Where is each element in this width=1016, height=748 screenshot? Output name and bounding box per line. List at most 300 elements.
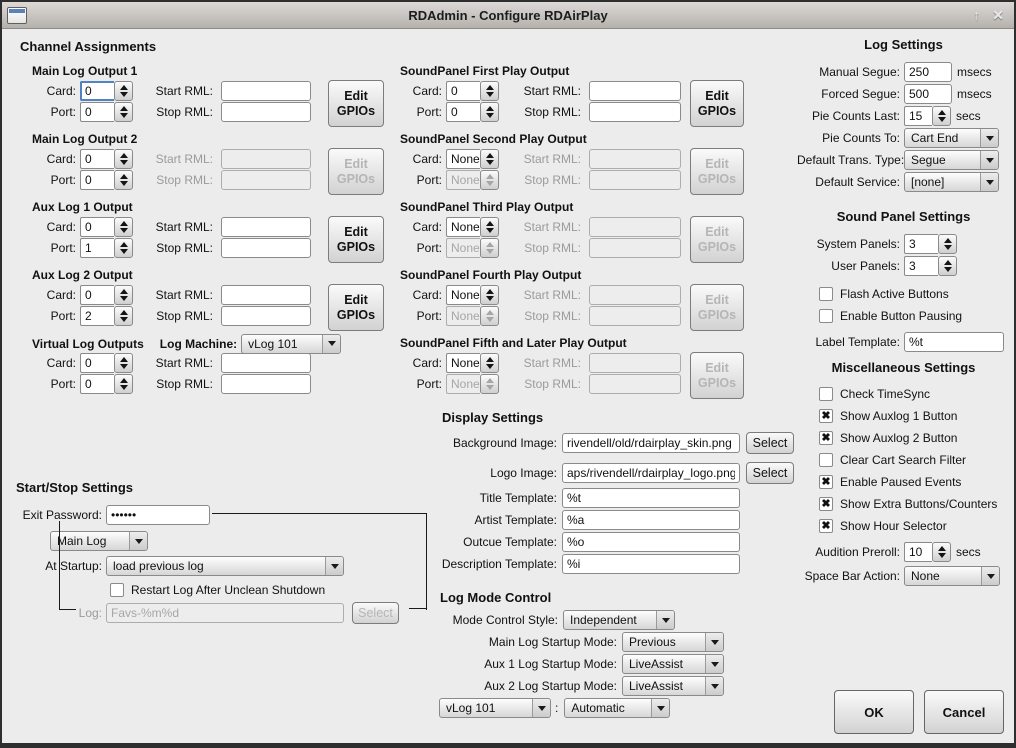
mode-control-style-dropdown[interactable] [563, 610, 675, 630]
spin-down-icon[interactable] [938, 553, 946, 558]
card-label: Card: [46, 287, 76, 302]
start-rml-input[interactable] [221, 285, 311, 305]
group-title: SoundPanel Second Play Output [400, 132, 587, 146]
artist-template-label: Artist Template: [474, 513, 557, 527]
card-spinbox[interactable] [80, 217, 133, 237]
restart-log-checkbox[interactable] [110, 583, 124, 597]
spin-up-icon[interactable] [944, 238, 952, 243]
stop-rml-input[interactable] [221, 306, 311, 326]
spin-up-icon[interactable] [120, 242, 128, 247]
pie-counts-last-label: Pie Counts Last: [811, 109, 900, 123]
spin-up-icon[interactable] [938, 546, 946, 551]
spin-down-icon[interactable] [938, 117, 946, 122]
start-rml-label: Start RML: [523, 83, 581, 98]
title-template-input[interactable] [562, 488, 740, 508]
spin-value: 0 [80, 217, 114, 237]
default-service-label: Default Service: [815, 175, 900, 189]
miscellaneous-settings-heading: Miscellaneous Settings [831, 360, 976, 375]
edit-gpios-button: Edit GPIOs [690, 216, 744, 263]
spin-down-icon [486, 249, 494, 254]
spin-buttons[interactable] [114, 285, 133, 305]
virtual-log-outputs-group [12, 335, 384, 394]
start-rml-label: Start RML: [523, 151, 581, 166]
spin-up-icon[interactable] [120, 378, 128, 383]
spin-buttons[interactable] [480, 102, 499, 122]
spin-down-icon[interactable] [486, 364, 494, 369]
main-log-output-1-group [12, 63, 384, 122]
spin-buttons [480, 238, 499, 258]
card-spinbox[interactable] [446, 353, 499, 373]
card-spinbox[interactable] [446, 149, 499, 169]
group-title: SoundPanel Fourth Play Output [400, 268, 582, 282]
spin-value: None [446, 306, 480, 326]
stop-rml-input[interactable] [589, 102, 681, 122]
chevron-down-icon [322, 335, 340, 353]
logo-image-select-button[interactable]: Select [746, 462, 794, 484]
port-label: Port: [416, 172, 442, 187]
main-log-output-2-group [12, 131, 384, 190]
spin-value: 3 [904, 234, 938, 254]
spin-up-icon[interactable] [486, 85, 494, 90]
pie-counts-to-dropdown[interactable] [904, 128, 999, 148]
start-rml-input[interactable] [221, 81, 311, 101]
port-spinbox[interactable] [80, 170, 133, 190]
channel-assignments-section [12, 39, 384, 403]
stop-rml-input [589, 238, 681, 258]
spin-up-icon[interactable] [120, 221, 128, 226]
dropdown-value: Cart End [911, 131, 959, 145]
spin-value: 1 [80, 238, 114, 258]
dropdown-value: None [911, 569, 940, 583]
stop-rml-label: Stop RML: [524, 308, 581, 323]
spin-down-icon[interactable] [944, 245, 952, 250]
spin-up-icon [486, 174, 494, 179]
card-spinbox[interactable] [80, 353, 133, 373]
spin-down-icon[interactable] [120, 249, 128, 254]
spin-value: None [446, 374, 480, 394]
aux2-log-startup-mode-dropdown[interactable] [622, 676, 724, 696]
port-spinbox[interactable] [80, 374, 133, 394]
show-auxlog2-checkbox[interactable] [819, 431, 833, 445]
label-template-input[interactable] [904, 332, 1004, 352]
sound-panel-settings-heading: Sound Panel Settings [836, 209, 971, 224]
dropdown-value: Segue [911, 153, 946, 167]
spin-buttons[interactable] [114, 217, 133, 237]
title-template-label: Title Template: [479, 491, 557, 505]
logo-image-label: Logo Image: [490, 466, 557, 480]
check-mark-icon: ✖ [821, 519, 831, 532]
audition-preroll-label: Audition Preroll: [815, 545, 900, 559]
dropdown-value: Independent [570, 613, 637, 627]
startup-log-label: Log: [78, 606, 102, 620]
edit-gpios-button[interactable]: Edit GPIOs [328, 284, 384, 331]
chevron-down-icon [980, 129, 998, 147]
start-rml-label: Start RML: [523, 287, 581, 302]
vlog-machine-dropdown[interactable] [439, 698, 551, 718]
spin-up-icon [486, 378, 494, 383]
spin-buttons[interactable] [480, 149, 499, 169]
card-label: Card: [46, 355, 76, 370]
start-rml-input [589, 217, 681, 237]
spin-value: 0 [80, 374, 114, 394]
vlog-mode-dropdown[interactable] [564, 698, 670, 718]
manual-segue-label: Manual Segue: [819, 65, 900, 79]
user-panels-label: User Panels: [831, 259, 900, 273]
edit-gpios-button[interactable]: Edit GPIOs [328, 80, 384, 127]
user-panels-spinbox[interactable] [904, 256, 957, 276]
description-template-label: Description Template: [441, 557, 557, 571]
spin-up-icon[interactable] [120, 310, 128, 315]
spin-up-icon [486, 310, 494, 315]
check-mark-icon: ✖ [821, 431, 831, 444]
default-trans-type-dropdown[interactable] [904, 150, 999, 170]
port-spinbox[interactable] [80, 238, 133, 258]
space-bar-action-label: Space Bar Action: [804, 569, 900, 583]
spin-up-icon[interactable] [120, 289, 128, 294]
stop-rml-input [589, 306, 681, 326]
spin-buttons[interactable] [114, 353, 133, 373]
enable-button-pausing-label: Enable Button Pausing [840, 309, 963, 323]
spin-value: 0 [80, 81, 114, 101]
audition-preroll-spinbox[interactable] [904, 542, 951, 562]
edit-gpios-button: Edit GPIOs [690, 148, 744, 195]
stop-rml-label: Stop RML: [156, 376, 213, 391]
group-title: Aux Log 2 Output [32, 268, 133, 282]
exit-password-input[interactable] [106, 505, 210, 525]
stop-rml-label: Stop RML: [156, 104, 213, 119]
spin-up-icon[interactable] [486, 153, 494, 158]
spin-buttons[interactable] [480, 285, 499, 305]
log-machine-label: Log Machine: [159, 336, 238, 351]
show-auxlog1-checkbox[interactable] [819, 409, 833, 423]
pie-counts-to-label: Pie Counts To: [822, 131, 900, 145]
spin-down-icon[interactable] [486, 113, 494, 118]
spin-value: 0 [80, 149, 114, 169]
spin-up-icon[interactable] [944, 260, 952, 265]
stop-rml-label: Stop RML: [156, 240, 213, 255]
spin-value: 0 [80, 170, 114, 190]
soundpanel-first-play-output-group [392, 63, 744, 122]
startup-log-select-button: Select [352, 602, 399, 624]
restart-log-label: Restart Log After Unclean Shutdown [131, 583, 326, 597]
default-service-dropdown[interactable] [904, 172, 999, 192]
port-label: Port: [50, 308, 76, 323]
start-rml-label: Start RML: [523, 355, 581, 370]
spin-buttons [480, 170, 499, 190]
miscellaneous-settings-section [797, 360, 1010, 587]
display-settings-section [432, 410, 794, 580]
group-title: SoundPanel Third Play Output [400, 200, 574, 214]
spin-down-icon [486, 385, 494, 390]
group-title: SoundPanel Fifth and Later Play Output [400, 336, 627, 350]
spin-buttons[interactable] [480, 353, 499, 373]
start-stop-settings-heading: Start/Stop Settings [16, 480, 134, 495]
main-log-startup-mode-label: Main Log Startup Mode: [488, 635, 617, 649]
dropdown-value: LiveAssist [629, 679, 684, 693]
spin-buttons[interactable] [938, 256, 957, 276]
chevron-down-icon [656, 611, 674, 629]
mode-control-style-label: Mode Control Style: [452, 613, 558, 627]
log-machine-dropdown[interactable] [241, 334, 341, 354]
cancel-button[interactable]: Cancel [924, 690, 1004, 734]
chevron-down-icon [705, 655, 723, 673]
port-label: Port: [416, 104, 442, 119]
card-spinbox[interactable] [446, 217, 499, 237]
enable-button-pausing-checkbox[interactable] [819, 309, 833, 323]
group-title: Virtual Log Outputs [32, 336, 144, 351]
shade-icon[interactable]: ↑ [973, 6, 981, 23]
spin-value: None [446, 149, 480, 169]
spin-buttons[interactable] [480, 81, 499, 101]
start-rml-label: Start RML: [155, 151, 213, 166]
port-label: Port: [50, 240, 76, 255]
aux2-log-startup-mode-label: Aux 2 Log Startup Mode: [484, 679, 617, 693]
stop-rml-input[interactable] [221, 374, 311, 394]
chevron-down-icon [705, 633, 723, 651]
system-panels-spinbox[interactable] [904, 234, 957, 254]
chevron-down-icon [651, 699, 669, 717]
spin-down-icon[interactable] [944, 267, 952, 272]
soundpanel-third-play-output-group [392, 199, 744, 258]
window-title: RDAdmin - Configure RDAirPlay [408, 7, 608, 23]
display-settings-heading: Display Settings [442, 410, 544, 425]
logo-image-input[interactable] [562, 463, 740, 483]
chevron-down-icon [981, 567, 999, 585]
clear-cart-search-filter-checkbox[interactable] [819, 453, 833, 467]
port-spinbox [446, 170, 499, 190]
group-title: Aux Log 1 Output [32, 200, 133, 214]
port-label: Port: [416, 240, 442, 255]
spin-up-icon[interactable] [120, 106, 128, 111]
stop-rml-input [221, 170, 311, 190]
pie-counts-last-spinbox[interactable] [904, 106, 951, 126]
ok-button[interactable]: OK [834, 690, 914, 734]
aux-log-2-output-group [12, 267, 384, 326]
spin-buttons[interactable] [114, 374, 133, 394]
spin-value: None [446, 217, 480, 237]
group-title: Main Log Output 2 [32, 132, 138, 146]
spin-value: 0 [80, 353, 114, 373]
spin-down-icon[interactable] [486, 160, 494, 165]
card-label: Card: [412, 219, 442, 234]
spin-down-icon[interactable] [120, 92, 128, 97]
card-spinbox[interactable] [80, 285, 133, 305]
show-hour-selector-label: Show Hour Selector [840, 519, 947, 533]
port-spinbox[interactable] [446, 102, 499, 122]
clear-cart-search-filter-label: Clear Cart Search Filter [840, 453, 967, 467]
at-startup-label: At Startup: [45, 559, 102, 573]
aux1-log-startup-mode-dropdown[interactable] [622, 654, 724, 674]
channel-assignments-heading: Channel Assignments [20, 39, 157, 54]
show-extra-buttons-label: Show Extra Buttons/Counters [840, 497, 998, 511]
start-rml-input [589, 285, 681, 305]
card-label: Card: [412, 151, 442, 166]
soundpanel-fifth-play-output-group [392, 335, 744, 394]
card-spinbox[interactable] [446, 285, 499, 305]
spin-buttons[interactable] [114, 306, 133, 326]
spin-value: 0 [446, 81, 480, 101]
separator-colon: : [555, 701, 559, 715]
spin-buttons [480, 306, 499, 326]
group-title: SoundPanel First Play Output [400, 64, 570, 78]
chevron-down-icon [705, 677, 723, 695]
start-rml-label: Start RML: [155, 287, 213, 302]
card-label: Card: [46, 83, 76, 98]
spin-up-icon[interactable] [120, 357, 128, 362]
port-label: Port: [416, 376, 442, 391]
start-rml-input[interactable] [589, 81, 681, 101]
log-connector-line [59, 521, 76, 610]
spin-buttons[interactable] [114, 81, 133, 101]
outcue-template-label: Outcue Template: [463, 535, 557, 549]
password-connector-line [212, 513, 427, 610]
spin-down-icon[interactable] [120, 364, 128, 369]
spin-buttons[interactable] [114, 170, 133, 190]
stop-rml-input[interactable] [221, 238, 311, 258]
spin-up-icon[interactable] [486, 221, 494, 226]
forced-segue-unit: msecs [957, 87, 992, 101]
spin-down-icon[interactable] [486, 92, 494, 97]
show-auxlog2-label: Show Auxlog 2 Button [840, 431, 958, 445]
card-spinbox[interactable] [80, 149, 133, 169]
close-icon[interactable]: ✕ [992, 6, 1004, 23]
edit-gpios-button: Edit GPIOs [690, 284, 744, 331]
spin-buttons[interactable] [114, 102, 133, 122]
chevron-down-icon [980, 151, 998, 169]
spin-value: 2 [80, 306, 114, 326]
spin-down-icon [486, 317, 494, 322]
label-template-label: Label Template: [815, 335, 900, 349]
background-image-select-button[interactable]: Select [746, 432, 794, 454]
log-mode-control-heading: Log Mode Control [440, 590, 552, 605]
card-spinbox[interactable] [446, 81, 499, 101]
spin-down-icon[interactable] [120, 228, 128, 233]
stop-rml-input[interactable] [221, 102, 311, 122]
spin-down-icon[interactable] [120, 317, 128, 322]
dropdown-value: Previous [629, 635, 676, 649]
system-panels-label: System Panels: [816, 237, 900, 251]
chevron-down-icon [980, 173, 998, 191]
soundpanel-fourth-play-output-group [392, 267, 744, 326]
main-log-startup-mode-dropdown[interactable] [622, 632, 724, 652]
spin-value: None [446, 353, 480, 373]
spin-up-icon[interactable] [120, 174, 128, 179]
spin-value: 15 [904, 106, 932, 126]
spin-buttons[interactable] [932, 542, 951, 562]
port-spinbox[interactable] [80, 306, 133, 326]
card-label: Card: [412, 83, 442, 98]
pie-counts-last-unit: secs [956, 109, 981, 123]
spin-down-icon[interactable] [120, 385, 128, 390]
edit-gpios-button[interactable]: Edit GPIOs [328, 216, 384, 263]
check-timesync-checkbox[interactable] [819, 387, 833, 401]
password-connector-stub [409, 608, 426, 609]
group-title: Main Log Output 1 [32, 64, 138, 78]
spin-buttons[interactable] [938, 234, 957, 254]
soundpanel-second-play-output-group [392, 131, 744, 190]
flash-active-buttons-label: Flash Active Buttons [840, 287, 949, 301]
spin-buttons[interactable] [114, 238, 133, 258]
start-rml-input [589, 149, 681, 169]
stop-rml-label: Stop RML: [524, 240, 581, 255]
audition-preroll-unit: secs [956, 545, 981, 559]
exit-password-label: Exit Password: [22, 508, 102, 522]
spin-up-icon[interactable] [486, 106, 494, 111]
description-template-input[interactable] [562, 554, 740, 574]
space-bar-action-dropdown[interactable] [904, 566, 1000, 586]
port-spinbox [446, 306, 499, 326]
port-label: Port: [50, 376, 76, 391]
show-extra-buttons-checkbox[interactable] [819, 497, 833, 511]
forced-segue-label: Forced Segue: [821, 87, 900, 101]
show-hour-selector-checkbox[interactable] [819, 519, 833, 533]
sound-panel-settings-section [797, 209, 1010, 353]
spin-down-icon[interactable] [486, 296, 494, 301]
spin-down-icon [486, 181, 494, 186]
log-settings-heading: Log Settings [864, 37, 943, 52]
spin-up-icon[interactable] [120, 153, 128, 158]
spin-buttons[interactable] [114, 149, 133, 169]
dropdown-value: Automatic [571, 701, 625, 715]
stop-rml-label: Stop RML: [524, 104, 581, 119]
stop-rml-input [589, 170, 681, 190]
spin-down-icon[interactable] [120, 296, 128, 301]
spin-up-icon[interactable] [120, 85, 128, 90]
show-auxlog1-label: Show Auxlog 1 Button [840, 409, 958, 423]
card-label: Card: [46, 219, 76, 234]
spin-value: None [446, 170, 480, 190]
spin-buttons[interactable] [480, 217, 499, 237]
check-mark-icon: ✖ [821, 409, 831, 422]
stop-rml-label: Stop RML: [156, 308, 213, 323]
edit-gpios-button: Edit GPIOs [328, 148, 384, 195]
port-label: Port: [50, 172, 76, 187]
spin-value: 0 [80, 102, 114, 122]
spin-down-icon[interactable] [120, 181, 128, 186]
port-spinbox[interactable] [80, 102, 133, 122]
start-rml-input[interactable] [221, 217, 311, 237]
title-bar[interactable] [2, 2, 1014, 29]
default-trans-type-label: Default Trans. Type: [797, 153, 905, 167]
edit-gpios-button: Edit GPIOs [690, 352, 744, 399]
spin-up-icon[interactable] [486, 357, 494, 362]
edit-gpios-button[interactable]: Edit GPIOs [690, 80, 744, 127]
spin-down-icon[interactable] [486, 228, 494, 233]
flash-active-buttons-checkbox[interactable] [819, 287, 833, 301]
forced-segue-input[interactable] [904, 84, 952, 104]
spin-value: 3 [904, 256, 938, 276]
manual-segue-input[interactable] [904, 62, 952, 82]
spin-value: 0 [446, 102, 480, 122]
outcue-template-input[interactable] [562, 532, 740, 552]
enable-paused-events-checkbox[interactable] [819, 475, 833, 489]
spin-up-icon[interactable] [938, 110, 946, 115]
check-mark-icon: ✖ [821, 497, 831, 510]
spin-buttons [480, 374, 499, 394]
spin-value: None [446, 238, 480, 258]
spin-down-icon[interactable] [120, 160, 128, 165]
card-label: Card: [412, 355, 442, 370]
spin-up-icon [486, 242, 494, 247]
artist-template-input[interactable] [562, 510, 740, 530]
spin-buttons[interactable] [932, 106, 951, 126]
card-spinbox[interactable] [80, 81, 133, 101]
background-image-input[interactable] [562, 433, 740, 453]
spin-up-icon[interactable] [486, 289, 494, 294]
start-rml-input[interactable] [221, 353, 311, 373]
enable-paused-events-label: Enable Paused Events [840, 475, 962, 489]
spin-down-icon[interactable] [120, 113, 128, 118]
